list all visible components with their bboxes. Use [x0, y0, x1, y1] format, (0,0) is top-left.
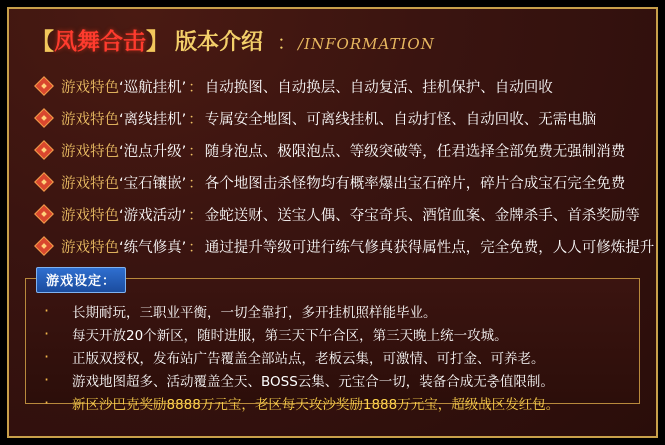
setting-text: 游戏地图超多、活动覆盖全天、BOSS云集、元宝合一切，装备合成无충值限制。	[72, 373, 554, 390]
feature-label: 游戏特色	[61, 79, 119, 96]
version-intro-panel	[7, 7, 658, 438]
feature-label: 游戏特色	[61, 111, 119, 128]
game-settings-box	[25, 274, 640, 413]
list-item	[37, 166, 644, 198]
dot-bullet-icon: ·	[44, 393, 50, 412]
feature-name: ‘练气修真’	[119, 239, 187, 256]
bracket-close: 】	[146, 29, 169, 55]
setting-text: 每天开放20个新区，随时进服，第三天下午合区，第三天晚上统一攻城。	[72, 327, 508, 344]
feature-colon: ：	[188, 175, 203, 192]
feature-colon: ：	[188, 239, 203, 256]
list-item	[40, 345, 629, 368]
header-separator: ：	[277, 32, 297, 54]
setting-text: 长期耐玩，三职业平衡，一切全靠打，多开挂机照样能毕业。	[72, 304, 437, 321]
diamond-bullet-icon	[37, 144, 50, 157]
list-item	[40, 299, 629, 322]
feature-description: 自动换图、自动换层、自动复活、挂机保护、自动回收	[204, 79, 553, 96]
feature-label: 游戏特色	[61, 175, 119, 192]
list-item	[40, 322, 629, 345]
list-item	[40, 368, 629, 391]
feature-description: 各个地图击杀怪物均有概率爆出宝石碎片，碎片合成宝石完全免费	[204, 175, 626, 192]
header-info-label: /INFORMATION	[298, 35, 435, 53]
feature-name: ‘宝石镶嵌’	[119, 175, 187, 192]
diamond-bullet-icon	[37, 208, 50, 221]
feature-name: ‘离线挂机’	[119, 111, 187, 128]
dot-bullet-icon: ·	[44, 324, 50, 343]
setting-text-highlight: 新区沙巴克奖励8888万元宝，老区每天攻沙奖励1888万元宝，超级战区发红包。	[72, 396, 560, 413]
feature-description: 随身泡点、极限泡点、等级突破等，任君选择全部免费无强制消费	[204, 143, 626, 160]
feature-name: ‘泡点升级’	[119, 143, 187, 160]
dot-bullet-icon: ·	[44, 370, 50, 389]
diamond-bullet-icon	[37, 176, 50, 189]
feature-colon: ：	[188, 207, 203, 224]
list-item	[37, 70, 644, 102]
feature-description: 金蛇送财、送宝人偶、夺宝奇兵、酒馆血案、金牌杀手、首杀奖励等	[204, 207, 640, 224]
panel-header	[21, 19, 644, 66]
diamond-bullet-icon	[37, 112, 50, 125]
feature-colon: ：	[188, 111, 203, 128]
dot-bullet-icon: ·	[44, 347, 50, 366]
list-item	[37, 102, 644, 134]
list-item	[40, 391, 629, 414]
diamond-bullet-icon	[37, 80, 50, 93]
bracket-open: 【	[31, 29, 54, 55]
feature-description: 专属安全地图、可离线挂机、自动打怪、自动回收、无需电脑	[204, 111, 597, 128]
feature-label: 游戏特色	[61, 239, 119, 256]
feature-name: ‘巡航挂机’	[119, 79, 187, 96]
feature-label: 游戏特色	[61, 143, 119, 160]
setting-text: 正版双授权，发布站广告覆盖全部站点，老板云集，可激情、可打金、可养老。	[72, 350, 545, 367]
list-item	[37, 230, 655, 262]
feature-name: ‘游戏活动’	[119, 207, 187, 224]
feature-colon: ：	[188, 143, 203, 160]
feature-description: 通过提升等级可进行练气修真获得属性点，完全免费，人人可修炼提升	[204, 239, 655, 256]
page-title: 版本介绍	[175, 30, 264, 55]
list-item	[37, 198, 644, 230]
feature-list	[21, 66, 655, 262]
feature-label: 游戏特色	[61, 207, 119, 224]
settings-tag-label: 游戏设定：	[36, 267, 126, 293]
dot-bullet-icon: ·	[44, 301, 50, 320]
feature-colon: ：	[188, 79, 203, 96]
diamond-bullet-icon	[37, 240, 50, 253]
list-item	[37, 134, 644, 166]
brand-name: 凤舞合击	[54, 29, 146, 55]
